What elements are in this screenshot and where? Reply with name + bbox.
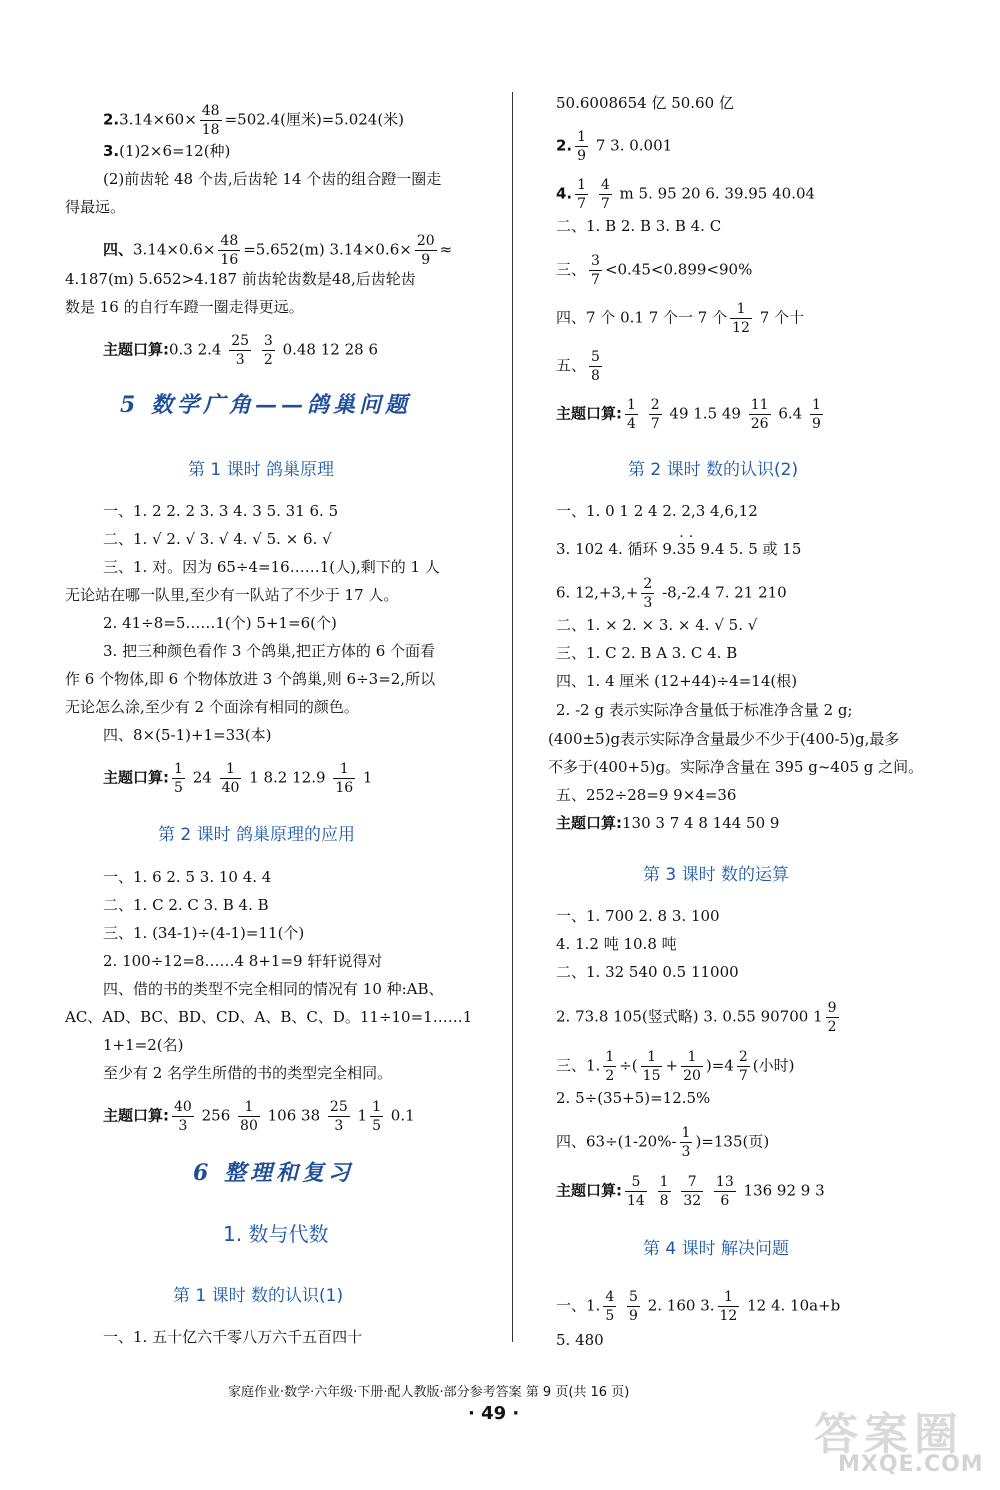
answer-line: 无论怎么涂,至少有 2 个面涂有相同的颜色。 — [65, 698, 359, 716]
answer-line: (2)前齿轮 48 个齿,后齿轮 14 个齿的组合蹬一圈走 — [103, 170, 442, 188]
lesson-heading: 第 1 课时 鸽巢原理 — [188, 460, 335, 480]
answer-line: 2. 5÷(35+5)=12.5% — [556, 1089, 711, 1107]
answer-line: 四、8×(5-1)+1=33(本) — [103, 726, 272, 744]
answer-line: 2. 73.8 105(竖式略) 3. 0.55 90700 1 $\frac{9}{2}$ — [556, 1000, 837, 1035]
answer-line: 6. 12,+3,+ $\frac{2}{3}$ -8,-2.4 7. 21 210 — [556, 576, 787, 611]
answer-line: 三、1. 对。因为 65÷4=16……1(人),剩下的 1 人 — [103, 558, 440, 576]
answer-line: 至少有 2 名学生所借的书的类型完全相同。 — [103, 1064, 393, 1082]
answer-line: 四、7 个 0.1 7 个一 7 个 $\frac{1}{12}$ 7 个十 — [556, 301, 805, 336]
mental-math-line: 主题口算:0.3 2.4 $\frac{25}{3}$ $\frac{3}{2}$ 0.48 12 28 6 — [103, 333, 378, 368]
answer-line: 3. 102 4. 循环 9.· 3· 5 9.4 5. 5 或 15 — [556, 539, 801, 559]
answer-line: 三、1. C 2. B A 3. C 4. B — [556, 644, 738, 662]
answer-line: 二、1. C 2. C 3. B 4. B — [103, 896, 269, 914]
mental-math-line: 主题口算:130 3 7 4 8 144 50 9 — [556, 814, 780, 832]
answer-line: 2.3.14×60× $\frac{48}{18}$ =502.4(厘米)=5.024(米) — [103, 103, 405, 138]
unit-heading: 5 数学广角——鸽巢问题 — [120, 392, 411, 418]
answer-line: 一、1. 0 1 2 4 2. 2,3 4,6,12 — [556, 502, 758, 520]
answer-line: 二、1. × 2. × 3. × 4. √ 5. √ — [556, 616, 758, 634]
answer-line: (400±5)g表示实际净含量最少不少于(400-5)g,最多 — [548, 730, 900, 748]
answer-line: 2. 41÷8=5……1(个) 5+1=6(个) — [103, 614, 337, 632]
lesson-heading: 第 1 课时 数的认识(1) — [173, 1286, 344, 1306]
mental-math-line: 主题口算: $\frac{40}{3}$ 256 $\frac{1}{80}$ 106 38 $\frac{25}{3}$ 1 $\frac{1}{5}$ 0.1 — [103, 1099, 415, 1134]
answer-line: 不多于(400+5)g。实际净含量在 395 g~405 g 之间。 — [548, 758, 924, 776]
answer-line: 四、1. 4 厘米 (12+44)÷4=14(根) — [556, 672, 798, 690]
answer-line: 无论站在哪一队里,至少有一队站了不少于 17 人。 — [65, 586, 399, 604]
lesson-heading: 第 2 课时 数的认识(2) — [628, 460, 799, 480]
column-divider — [512, 92, 513, 1342]
answer-line: 4. $\frac{1}{7}$ $\frac{4}{7}$ m 5. 95 20 6. 39.95 40.04 — [556, 177, 816, 212]
answer-line: 四、3.14×0.6× $\frac{48}{16}$ =5.652(m) 3.14×0.6× $\frac{20}{9}$ ≈ — [103, 233, 453, 268]
answer-line: 3.(1)2×6=12(种) — [103, 142, 231, 160]
answer-line: 得最远。 — [65, 198, 126, 216]
mental-math-line: 主题口算: $\frac{1}{4}$ $\frac{2}{7}$ 49 1.5 49 $\frac{11}{26}$ 6.4 $\frac{1}{9}$ — [556, 397, 821, 432]
answer-line: 二、1. B 2. B 3. B 4. C — [556, 217, 722, 235]
answer-line: 2. $\frac{1}{9}$ 7 3. 0.001 — [556, 129, 673, 164]
answer-line: 五、 $\frac{5}{8}$ — [556, 349, 600, 384]
answer-line: 4.187(m) 5.652>4.187 前齿轮齿数是48,后齿轮齿 — [65, 270, 416, 288]
answer-line: 1+1=2(名) — [103, 1036, 184, 1054]
answer-line: 三、1. $\frac{1}{2}$ ÷( $\frac{1}{15}$ + $\frac{1}{20}$ )=4 $\frac{2}{7}$ (小时) — [556, 1049, 795, 1084]
answer-line: 三、1. (34-1)÷(4-1)=11(个) — [103, 924, 305, 942]
section-heading: 1. 数与代数 — [223, 1222, 329, 1246]
page-number: · 49 · — [468, 1403, 520, 1424]
answer-line: 2. -2 g 表示实际净含量低于标准净含量 2 g; — [556, 701, 853, 719]
answer-line: 4. 1.2 吨 10.8 吨 — [556, 935, 677, 953]
unit-heading: 6 整理和复习 — [193, 1160, 354, 1186]
answer-line: 3. 把三种颜色看作 3 个鸽巢,把正方体的 6 个面看 — [103, 642, 436, 660]
answer-line: 作 6 个物体,即 6 个物体放进 3 个鸽巢,则 6÷3=2,所以 — [65, 670, 436, 688]
answer-line: AC、AD、BC、BD、CD、A、B、C、D。11÷10=1……1 — [65, 1008, 473, 1026]
answer-line: 四、63÷(1-20%- $\frac{1}{3}$ )=135(页) — [556, 1125, 770, 1160]
answer-line: 三、 $\frac{3}{7}$ <0.45<0.899<90% — [556, 253, 753, 288]
answer-line: 5. 480 — [556, 1331, 604, 1349]
page-footer: 家庭作业·数学·六年级·下册·配人教版·部分参考答案 第 9 页(共 16 页) — [228, 1385, 630, 1400]
answer-line: 一、1. 五十亿六千零八万六千五百四十 — [103, 1328, 363, 1346]
answer-line: 数是 16 的自行车蹬一圈走得更远。 — [65, 298, 304, 316]
lesson-heading: 第 3 课时 数的运算 — [643, 865, 790, 885]
answer-line: 2. 100÷12=8……4 8+1=9 轩轩说得对 — [103, 952, 383, 970]
mental-math-line: 主题口算: $\frac{5}{14}$ $\frac{1}{8}$ $\frac{7}{32}$ $\frac{13}{6}$ 136 92 9 3 — [556, 1174, 825, 1209]
answer-line: 二、1. √ 2. √ 3. √ 4. √ 5. × 6. √ — [103, 530, 332, 548]
answer-line: 一、1. 2 2. 2 3. 3 4. 3 5. 31 6. 5 — [103, 502, 339, 520]
answer-line: 一、1. 6 2. 5 3. 10 4. 4 — [103, 868, 272, 886]
answer-line: 二、1. 32 540 0.5 11000 — [556, 963, 739, 981]
answer-line: 一、1. 700 2. 8 3. 100 — [556, 907, 720, 925]
answer-line: 50.6008654 亿 50.60 亿 — [556, 94, 734, 112]
lesson-heading: 第 4 课时 解决问题 — [643, 1239, 790, 1259]
answer-line: 四、借的书的类型不完全相同的情况有 10 种:AB、 — [103, 980, 444, 998]
answer-line: 一、1. $\frac{4}{5}$ $\frac{5}{9}$ 2. 160 3. $\frac{1}{12}$ 12 4. 10a+b — [556, 1289, 841, 1324]
watermark-logo: 答案圈 MXQE.COM — [814, 1409, 984, 1477]
mental-math-line: 主题口算: $\frac{1}{5}$ 24 $\frac{1}{40}$ 1 8.2 12.9 $\frac{1}{16}$ 1 — [103, 761, 373, 796]
answer-line: 五、252÷28=9 9×4=36 — [556, 786, 737, 804]
lesson-heading: 第 2 课时 鸽巢原理的应用 — [158, 825, 356, 845]
